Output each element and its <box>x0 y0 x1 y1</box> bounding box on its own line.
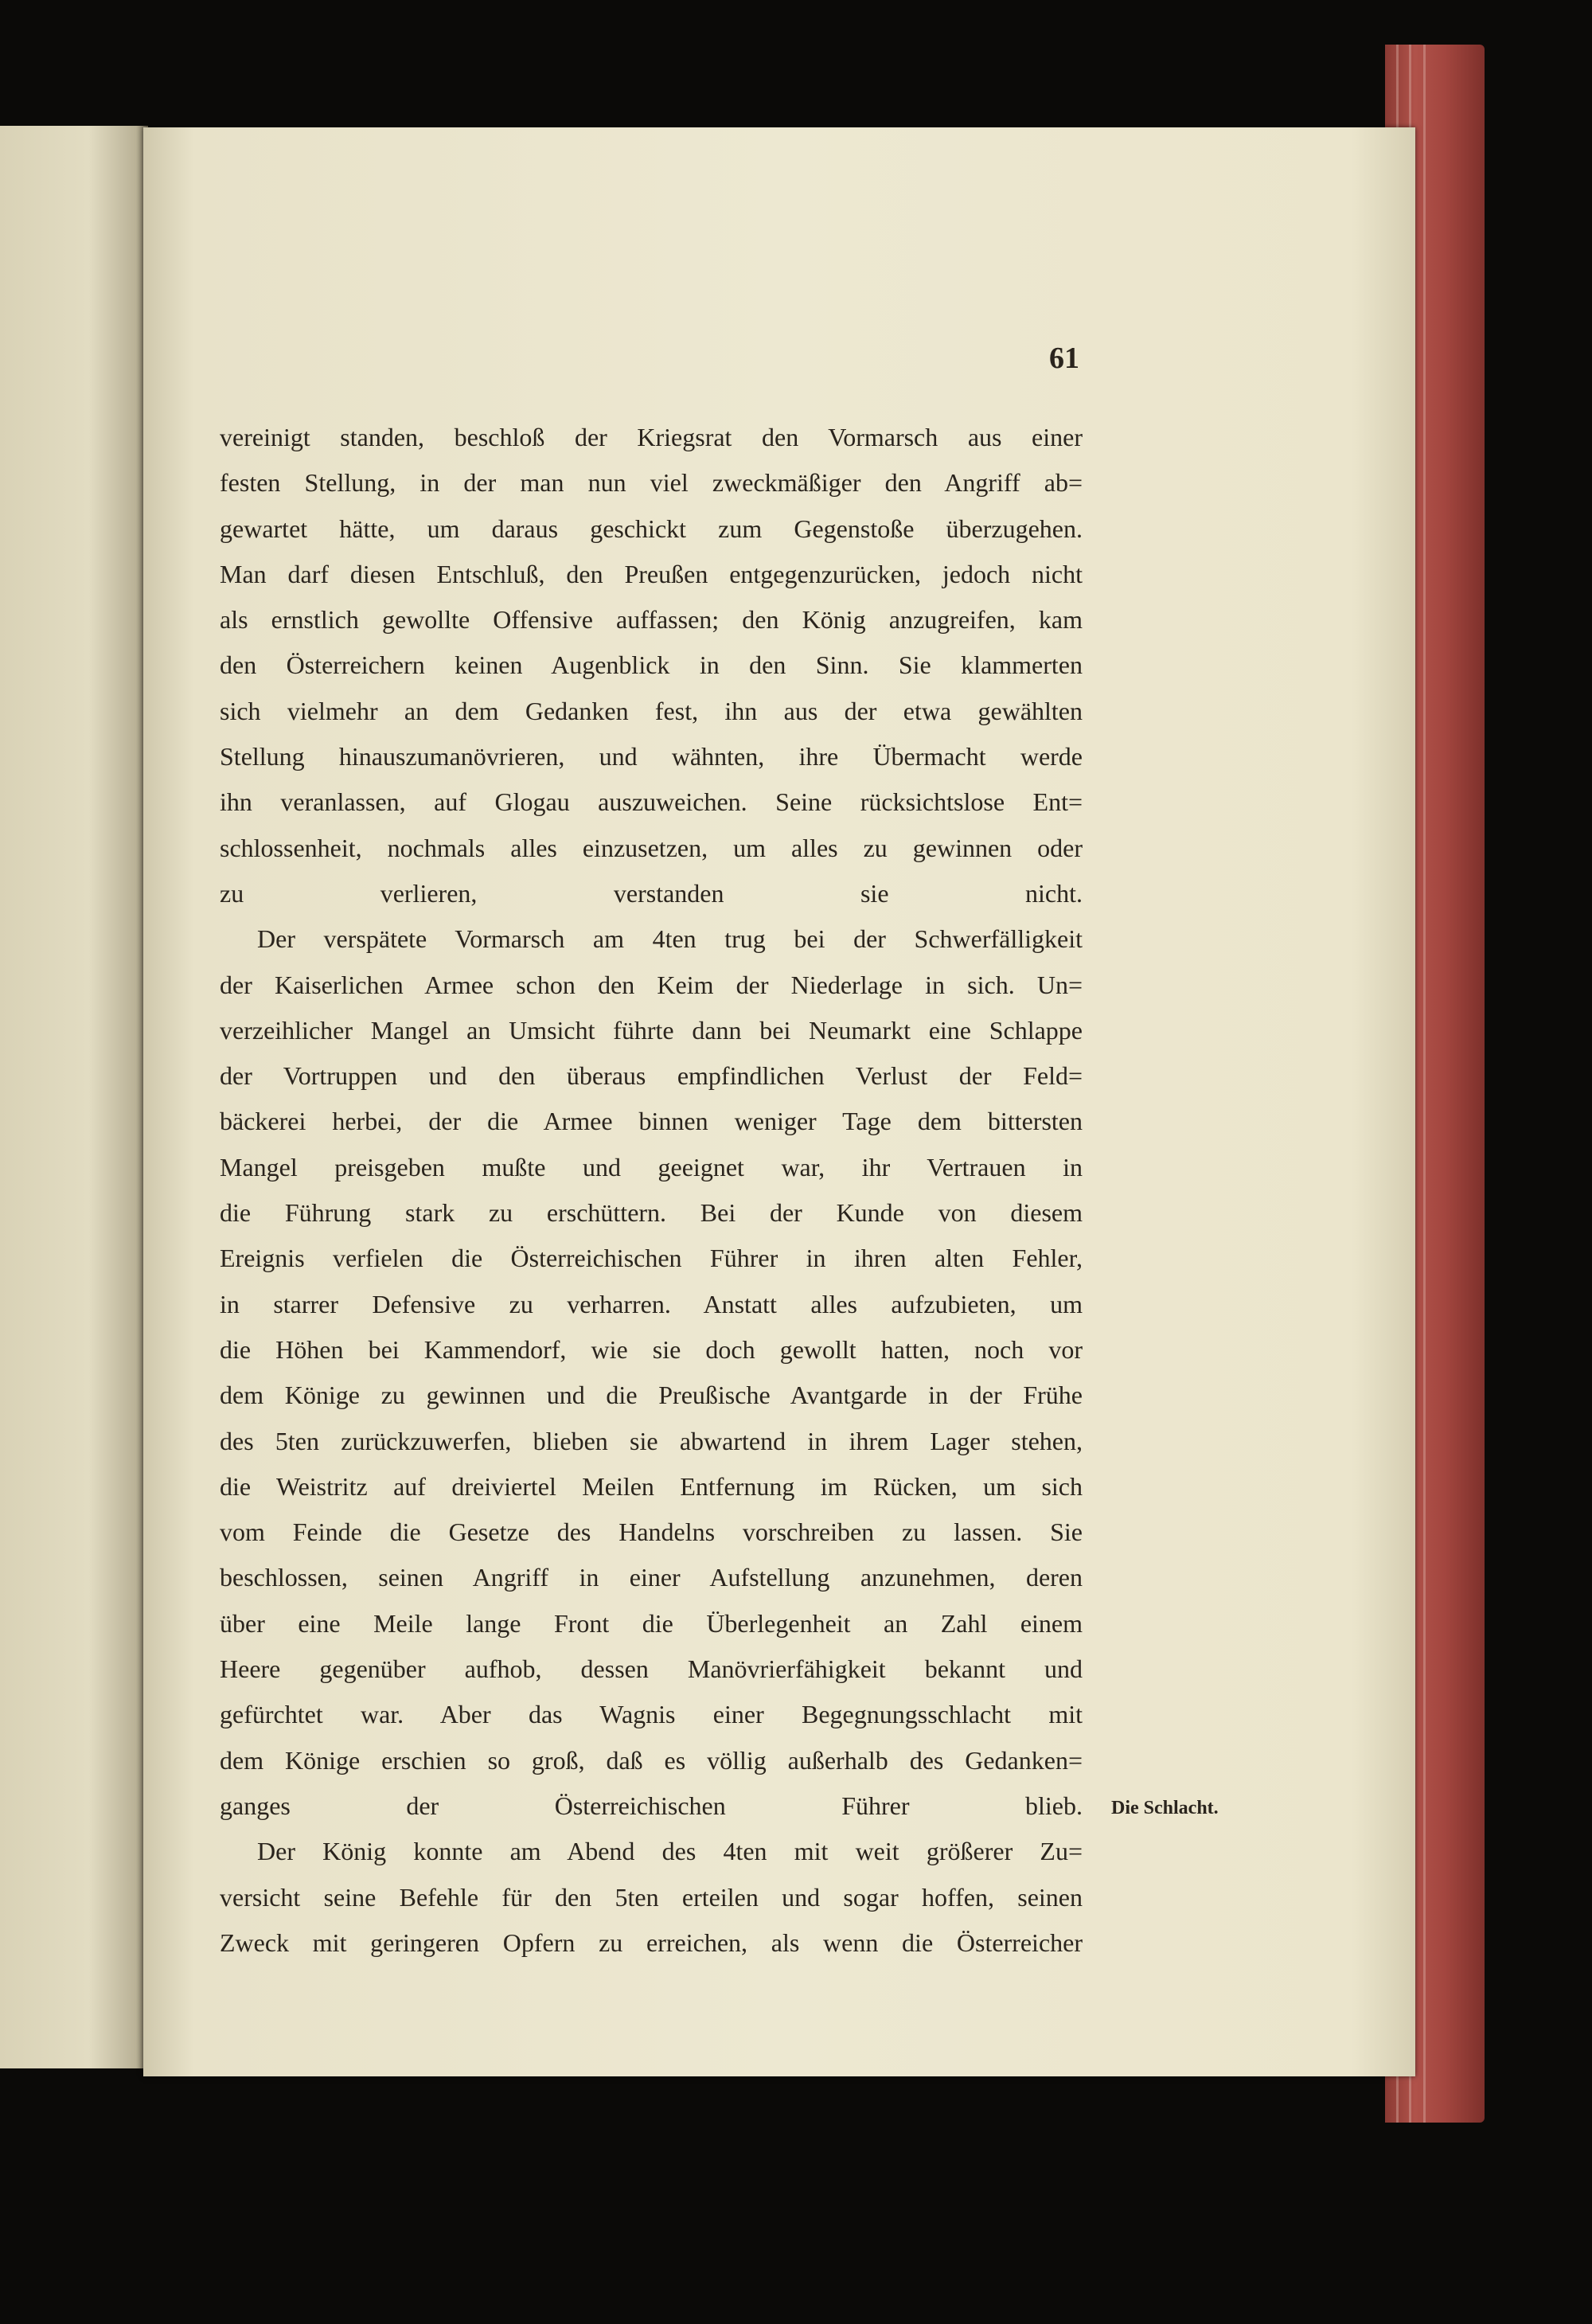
text-line: zu verlieren, verstanden sie nicht. <box>220 878 1083 908</box>
text-line: vereinigt standen, beschloß der Kriegsrat den Vormarsch aus einer <box>220 423 1083 451</box>
text-line: Mangel preisgeben mußte und geeignet war, ihr Vertrauen in <box>220 1152 1083 1182</box>
text-line: gefürchtet war. Aber das Wagnis einer Begegnungsschlacht mit <box>220 1700 1083 1729</box>
text-line: der Vortruppen und den überaus empfindlichen Verlust der Feld= <box>220 1061 1083 1091</box>
text-line: der Kaiserlichen Armee schon den Keim der Niederlage in sich. Un= <box>220 970 1083 999</box>
text-line: dem Könige zu gewinnen und die Preußische Avantgarde in der Frühe <box>220 1381 1083 1410</box>
text-line: verzeihlicher Mangel an Umsicht führte dann bei Neumarkt eine Schlappe <box>220 1015 1083 1045</box>
text-line: Der verspätete Vormarsch am 4ten trug bei der Schwerfälligkeit <box>257 924 1083 954</box>
text-line: ihn veranlassen, auf Glogau auszuweichen. Seine rücksichtslose Ent= <box>220 787 1083 817</box>
text-line: festen Stellung, in der man nun viel zweckmäßiger den Angriff ab= <box>220 468 1083 498</box>
text-line: versicht seine Befehle für den 5ten erteilen und sogar hoffen, seinen <box>220 1882 1083 1912</box>
page-number: 61 <box>1049 342 1079 375</box>
text-line: als ernstlich gewollte Offensive auffassen; den König anzugreifen, kam <box>220 605 1083 635</box>
text-line: über eine Meile lange Front die Überlegenheit an Zahl einem <box>220 1608 1083 1638</box>
text-line: gewartet hätte, um daraus geschickt zum Gegenstoße überzugehen. <box>220 514 1083 543</box>
text-line: bäckerei herbei, der die Armee binnen weniger Tage dem bittersten <box>220 1107 1083 1136</box>
text-line: Zweck mit geringeren Opfern zu erreichen, als wenn die Österreicher <box>220 1928 1083 1957</box>
body-text <box>220 415 1083 1966</box>
text-line: schlossenheit, nochmals alles einzusetzen, um alles zu gewinnen oder <box>220 833 1083 862</box>
text-line: Der König konnte am Abend des 4ten mit weit größerer Zu= <box>257 1837 1083 1866</box>
text-line: sich vielmehr an dem Gedanken fest, ihn aus der etwa gewählten <box>220 696 1083 725</box>
text-line: die Weistritz auf dreiviertel Meilen Entfernung im Rücken, um sich <box>220 1471 1083 1501</box>
text-line: die Führung stark zu erschüttern. Bei der Kunde von diesem <box>220 1198 1083 1228</box>
text-line: beschlossen, seinen Angriff in einer Aufstellung anzunehmen, deren <box>220 1563 1083 1592</box>
text-line: Stellung hinauszumanövrieren, und wähnten, ihre Übermacht werde <box>220 742 1083 771</box>
text-line: des 5ten zurückzuwerfen, blieben sie abwartend in ihrem Lager stehen, <box>220 1426 1083 1455</box>
text-line: den Österreichern keinen Augenblick in den Sinn. Sie klammerten <box>220 650 1083 680</box>
text-line: vom Feinde die Gesetze des Handelns vorschreiben zu lassen. Sie <box>220 1517 1083 1547</box>
text-line: Man darf diesen Entschluß, den Preußen entgegenzurücken, jedoch nicht <box>220 559 1083 588</box>
text-line: dem Könige erschien so groß, daß es völlig außerhalb des Gedanken= <box>220 1745 1083 1775</box>
text-line: in starrer Defensive zu verharren. Anstatt alles aufzubieten, um <box>220 1289 1083 1318</box>
margin-note: Die Schlacht. <box>1111 1798 1219 1818</box>
text-line: Heere gegenüber aufhob, dessen Manövrierfähigkeit bekannt und <box>220 1654 1083 1684</box>
facing-page-edge <box>0 126 148 2068</box>
text-line: die Höhen bei Kammendorf, wie sie doch gewollt hatten, noch vor <box>220 1334 1083 1364</box>
text-line: Ereignis verfielen die Österreichischen Führer in ihren alten Fehler, <box>220 1244 1083 1273</box>
text-line: ganges der Österreichischen Führer blieb. <box>220 1791 1083 1820</box>
